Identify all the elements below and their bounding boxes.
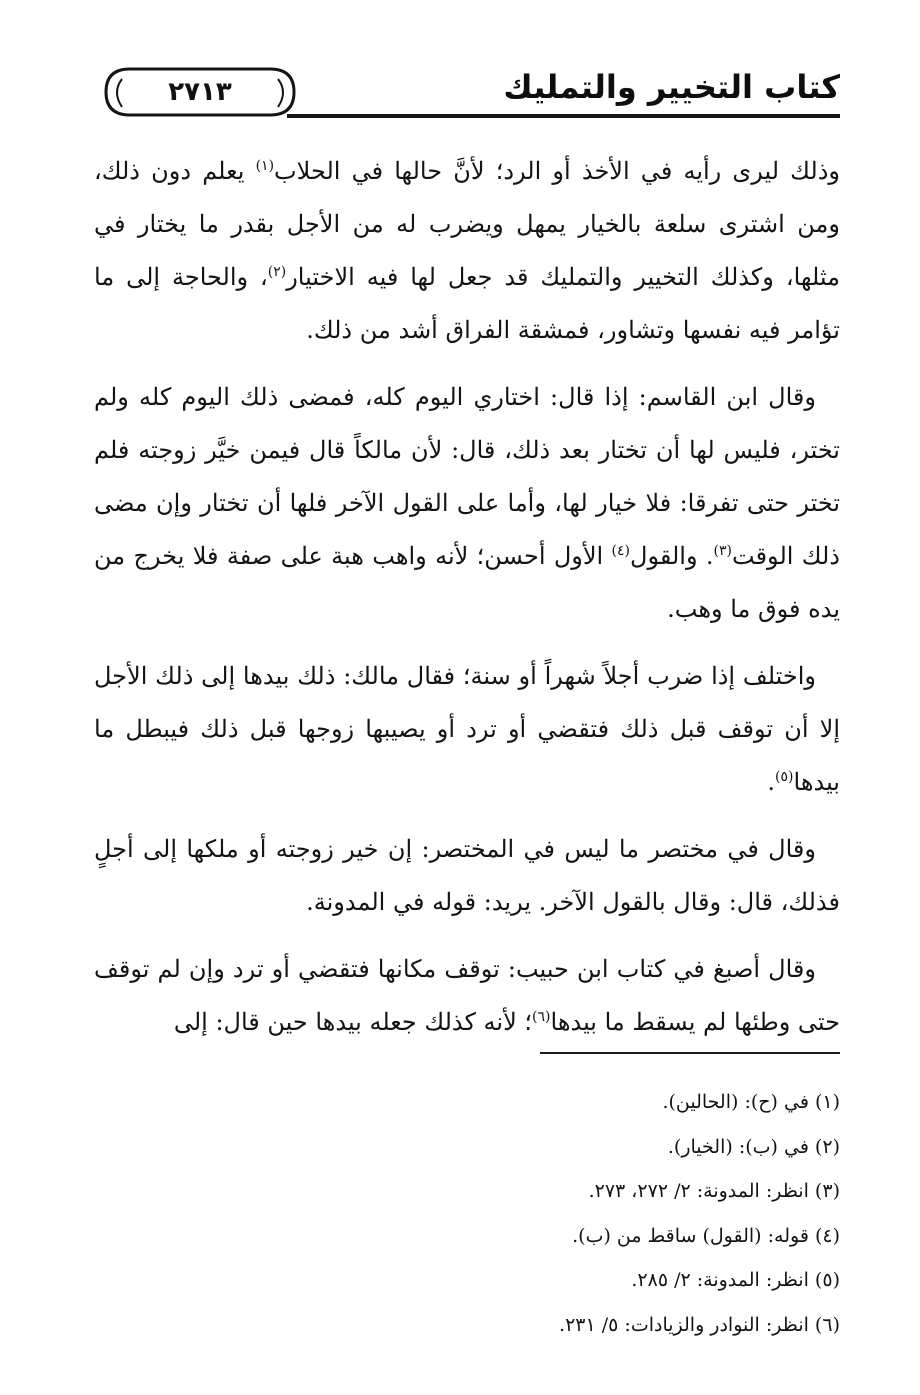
footnote-marker[interactable]: (٣) [713,543,732,559]
footnote-separator [540,1052,840,1054]
footnote-item: (٦) انظر: النوادر والزيادات: ٥/ ٢٣١. [559,1313,840,1336]
paragraph: واختلف إذا ضرب أجلاً شهراً أو سنة؛ فقال مالك: ذلك بيدها إلى ذلك الأجل إلا أن توقف قبل ذلك فتقضي أو ترد أو يصيبها زوجها قبل ذلك فيبطل ما بيدها$^{(٥)}$. [94,662,840,796]
footnote-marker[interactable]: (١) [255,158,275,174]
footnote-item: (١) في (ح): (الحالين). [662,1091,840,1113]
footnote-marker[interactable]: (٢) [267,264,287,280]
book-title: كتاب التخيير والتمليك [503,68,840,106]
footnote-item: (٤) قوله: (القول) ساقط من (ب). [572,1224,840,1247]
page-number: ٢٧١٣ [168,77,232,107]
footnote-item: (٥) انظر: المدونة: ٢/ ٢٨٥. [631,1269,840,1291]
footnote-item: (٢) في (ب): (الخيار). [667,1135,840,1158]
page-header [92,55,840,127]
paragraph: وقال في مختصر ما ليس في المختصر: إن خير زوجته أو ملكها إلى أجلٍ فذلك، قال: وقال بالقول الآخر. يريد: قوله في المدونة. [94,835,840,916]
footnote-marker[interactable]: (٤) [611,543,631,559]
footnotes-list [94,1080,840,1347]
paragraph: وذلك ليرى رأيه في الأخذ أو الرد؛ لأنَّ حالها في الحلاب$^{(١)}$ يعلم دون ذلك، ومن اشترى سلعة بالخيار يمهل ويضرب له من الأجل بقدر ما يختار في مثلها، وكذلك التخيير والتمليك قد جعل لها فيه الاختيار$^{(٢)}$، والحاجة إلى ما تؤامر فيه نفسها وتشاور، فمشقة الفراق أشد من ذلك. [94,157,840,344]
paragraph: وقال أصبغ في كتاب ابن حبيب: توقف مكانها فتقضي أو ترد وإن لم توقف حتى وطئها لم يسقط ما بيدها$^{(٦)}$؛ لأنه كذلك جعله بيدها حين قال: إلى [94,955,840,1036]
footnote-marker[interactable]: (٥) [775,769,794,785]
header-rule [287,114,840,118]
paragraph: وقال ابن القاسم: إذا قال: اختاري اليوم كله، فمضى ذلك اليوم كله ولم تختر، فليس لها أن تختار بعد ذلك، قال: لأن مالكاً قال فيمن خيَّر زوجته فلم تختر حتى تفرقا: فلا خيار لها، وأما على القول الآخر فلها أن تختار وإن مضى ذلك الوقت$^{(٣)}$. والقول$^{(٤)}$ الأول أحسن؛ لأنه واهب هبة على صفة فلا يخرج من يده فوق ما وهب. [94,383,840,623]
main-text [94,145,840,1063]
footnote-marker[interactable]: (٦) [532,1009,551,1025]
footnote-item: (٣) انظر: المدونة: ٢/ ٢٧٢، ٢٧٣. [588,1180,840,1202]
